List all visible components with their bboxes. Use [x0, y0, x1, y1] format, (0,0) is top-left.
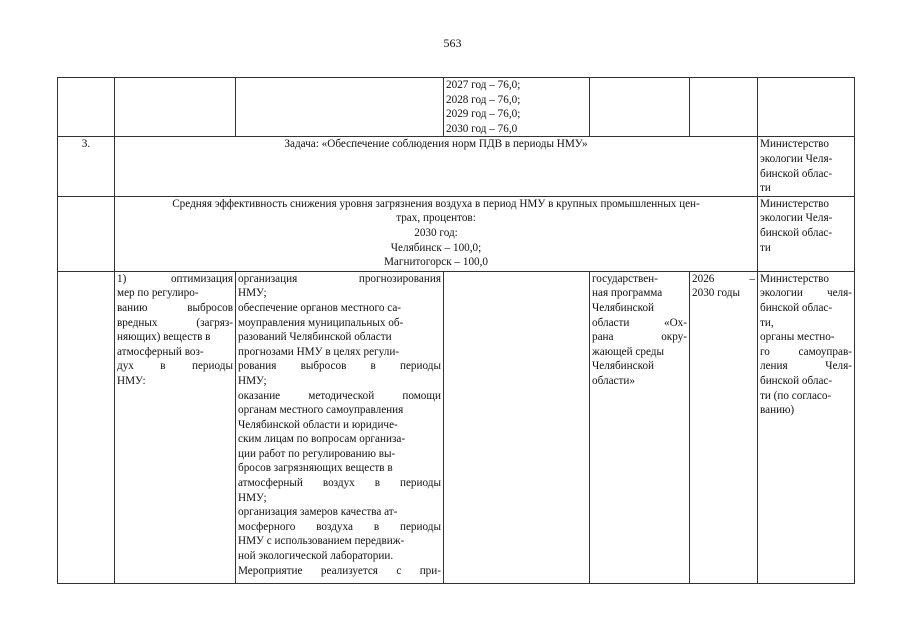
text-line: бинской облас- [760, 374, 833, 387]
measure-responsible [760, 272, 852, 418]
text-line: Челябинск – 100,0; [390, 241, 482, 254]
text-line: жающей среды [592, 345, 665, 358]
text-line: ским лицам по вопросам организа- [238, 433, 406, 446]
text-line: рования выбросов в периоды [238, 360, 441, 373]
table-row-measure [58, 271, 855, 583]
measure-responsible-cell [758, 271, 855, 583]
text-line: 2030 годы [692, 287, 740, 300]
text-line: экологии челя- [760, 287, 852, 300]
table-row-indicator [58, 196, 855, 271]
cell-empty [690, 78, 758, 137]
text-line: Министерство [760, 197, 829, 210]
text-line: бинской облас- [760, 167, 833, 180]
task-responsible-cell [758, 137, 855, 196]
text-line: бинской облас- [760, 226, 833, 239]
text-line: Челябинской [592, 360, 655, 373]
text-line: 1) оптимизация [117, 272, 233, 285]
text-line: ной экологической лаборатории. [238, 550, 394, 563]
implementation-period [692, 272, 755, 301]
text-line: бинской облас- [760, 301, 833, 314]
text-line: Министерство [760, 138, 829, 151]
table-row-task [58, 137, 855, 196]
text-line: ти, [760, 316, 774, 329]
text-line: Мероприятие реализуется с при- [238, 564, 441, 577]
text-line: 2030 год: [414, 226, 458, 239]
text-line: области «Ох- [592, 316, 687, 329]
text-line: организация прогнозирования [238, 272, 441, 285]
text-line: трах, процентов: [396, 212, 476, 225]
task-title: Задача: «Обеспечение соблюдения норм ПДВ в периоды НМУ» [284, 138, 588, 151]
text-line: НМУ; [238, 374, 267, 387]
task-number: 3. [58, 137, 115, 196]
text-line: ванию) [760, 404, 795, 417]
cell-empty [236, 78, 444, 137]
cell-empty [590, 78, 690, 137]
text-line: атмосферный воздух в периоды [238, 477, 441, 490]
text-line: организация замеров качества ат- [238, 506, 398, 519]
text-line: 2029 год – 76,0; [446, 108, 521, 121]
text-line: ти [760, 241, 771, 254]
text-line: няющих) веществ в [117, 331, 211, 344]
measure-description [238, 272, 441, 578]
table-row-continuation [58, 78, 855, 137]
text-line: 2026 – [692, 272, 755, 285]
text-line: Средняя эффективность снижения уровня загрязнения воздуха в период НМУ в крупных промышленных цен- [172, 197, 700, 210]
text-line: Магнитогорск – 100,0 [383, 256, 489, 269]
cell-empty [115, 78, 236, 137]
text-line: ная программа [592, 287, 663, 300]
cell-empty [758, 78, 855, 137]
text-line: 2030 год – 76,0 [446, 122, 518, 135]
task-responsible [760, 137, 852, 195]
text-line: НМУ; [238, 287, 267, 300]
text-line: обеспечение органов местного са- [238, 301, 402, 314]
text-line: органы местно- [760, 331, 835, 344]
text-line: атмосферный воз- [117, 345, 204, 358]
indicator-text [117, 197, 755, 270]
text-line: НМУ; [238, 491, 267, 504]
cell-empty [444, 271, 590, 583]
text-line: Министерство [760, 272, 829, 285]
page-number: 563 [443, 36, 462, 50]
text-line: оказание методической помощи [238, 389, 441, 402]
text-line: мер по регулиро- [117, 287, 199, 300]
text-line: экологии Челя- [760, 212, 833, 225]
text-line: дух в периоды [117, 360, 233, 373]
text-line: рана окру- [592, 331, 687, 344]
cell-empty [58, 78, 115, 137]
text-line: ции работ по регулированию вы- [238, 447, 396, 460]
text-line: Челябинской [592, 301, 655, 314]
program-name [592, 272, 687, 389]
indicator-responsible-cell [758, 196, 855, 271]
cell-empty [58, 196, 115, 271]
text-line: ти [760, 182, 771, 195]
text-line: органам местного самоуправления [238, 404, 404, 417]
indicator-cell [115, 196, 758, 271]
text-line: ти (по согласо- [760, 389, 832, 402]
task-title-cell [115, 137, 758, 196]
text-line: области» [592, 374, 635, 387]
text-line: 2028 год – 76,0; [446, 93, 521, 106]
text-line: го самоуправ- [760, 345, 852, 358]
text-line: бросов загрязняющих веществ в [238, 462, 393, 475]
cell-indicator-values [444, 78, 590, 137]
program-cell [590, 271, 690, 583]
text-line: прогнозами НМУ в целях регули- [238, 345, 400, 358]
text-line: моуправления муниципальных об- [238, 316, 404, 329]
measure-name [117, 272, 233, 389]
measure-name-cell [115, 271, 236, 583]
text-line: НМУ с использованием передвиж- [238, 535, 405, 548]
text-line: государствен- [592, 272, 658, 285]
text-line: мосферного воздуха в периоды [238, 520, 441, 533]
text-line: 2027 год – 76,0; [446, 79, 521, 91]
text-line: разований Челябинской области [238, 331, 392, 344]
text-line: ления Челя- [760, 360, 852, 373]
period-cell [690, 271, 758, 583]
text-line: Челябинской области и юридиче- [238, 418, 398, 431]
indicator-values [446, 78, 587, 136]
text-line: НМУ: [117, 374, 146, 387]
text-line: ванию выбросов [117, 301, 233, 314]
cell-empty [58, 271, 115, 583]
measure-description-cell [236, 271, 444, 583]
indicator-responsible [760, 197, 852, 255]
measures-table [57, 77, 855, 584]
text-line: вредных (загряз- [117, 316, 233, 329]
text-line: экологии Челя- [760, 152, 833, 165]
